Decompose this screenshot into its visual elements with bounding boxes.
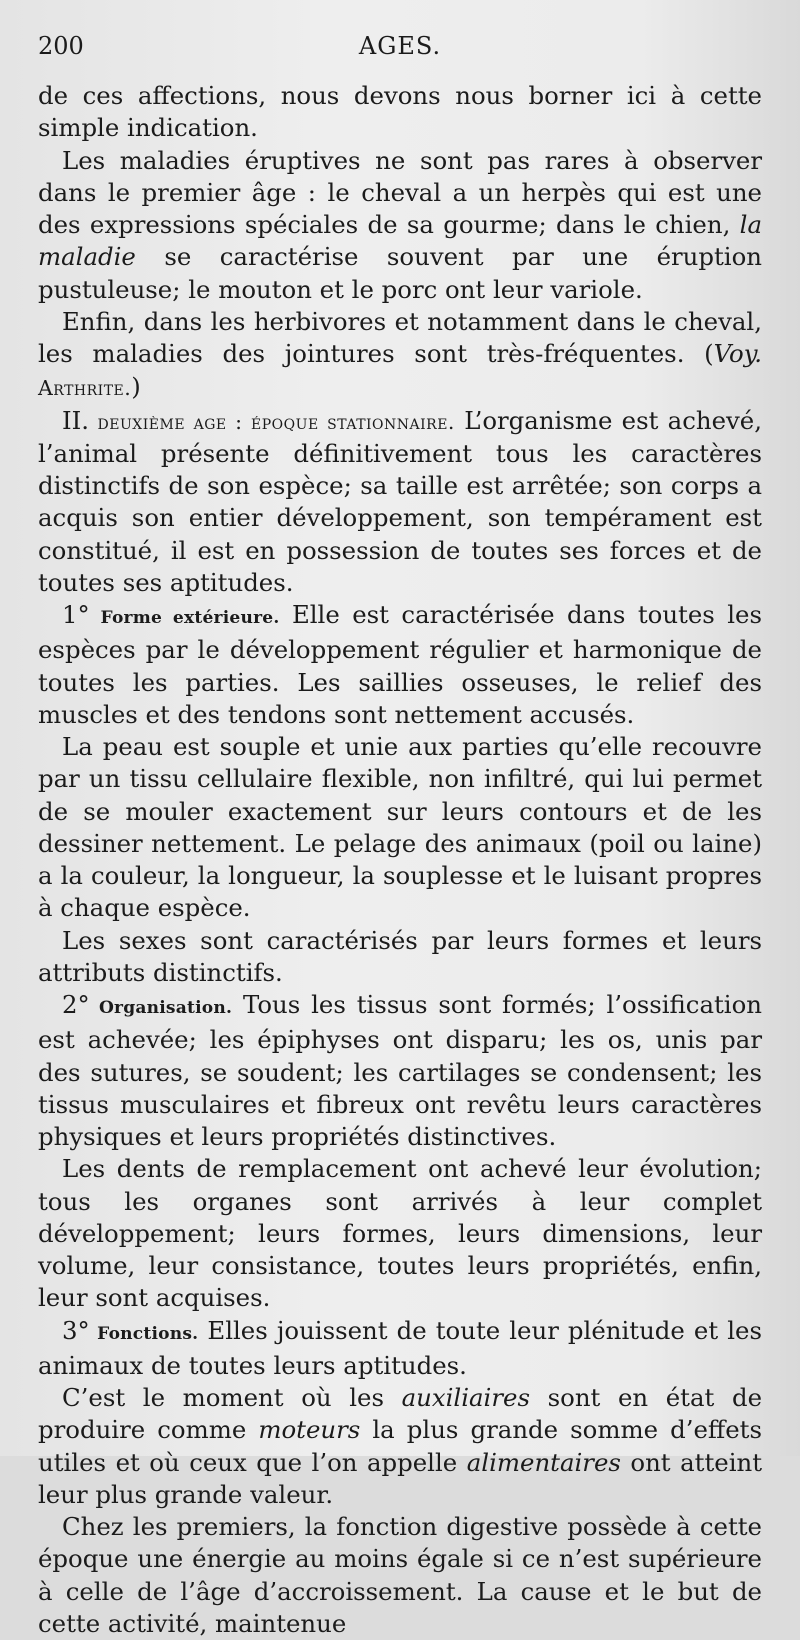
subsection-number: 2° xyxy=(62,990,90,1019)
paragraph: de ces affections, nous devons nous borner ici à cette simple indication. xyxy=(38,81,762,143)
page-number: 200 xyxy=(38,32,84,60)
subsection-paragraph: 1° Forme extérieure. Elle est caractérisée dans toutes les espèces par le développement régulier et harmonique de toutes les parties. Les saillies osseuses, le relief des muscles et des tendons sont nettement accusés. xyxy=(38,600,762,729)
subsection-number: 1° xyxy=(62,600,90,629)
body-text xyxy=(38,80,762,1640)
running-head: AGES. xyxy=(358,32,442,60)
subsection-title: Organisation. xyxy=(89,998,233,1018)
paragraph: Enfin, dans les herbivores et notamment dans le cheval, les maladies des jointures sont très-fréquentes. (Voy. Arthrite.) xyxy=(38,306,762,402)
section-title: deuxième age : époque stationnaire. xyxy=(89,409,455,434)
subsection-paragraph: 3° Fonctions. Elles jouissent de toute leur plénitude et les animaux de toutes leurs aptitudes. xyxy=(38,1315,762,1380)
paragraph: Les sexes sont caractérisés par leurs formes et leurs attributs distinctifs. xyxy=(38,925,762,987)
section-number: II. xyxy=(62,405,90,435)
paragraph: C’est le moment où les auxiliaires sont en état de produire comme moteurs la plus grande somme d’effets utiles et où ceux que l’on appelle alimentaires ont atteint leur plus grande valeur. xyxy=(38,1383,763,1509)
paragraph: Chez les premiers, la fonction digestive possède à cette époque une énergie au moins égale si ce n’est supérieure à celle de l’âge d’accroissement. La cause et le but de cette activité, maintenue xyxy=(38,1512,762,1638)
paragraph: La peau est souple et unie aux parties qu’elle recouvre par un tissu cellulaire flexible, non infiltré, qui lui permet de se mouler exactement sur leurs contours et de les dessiner nettement. Le pelage des animaux (poil ou laine) a la couleur, la longueur, la souplesse et le luisant propres à chaque espèce. xyxy=(38,732,762,923)
subsection-title: Forme extérieure. xyxy=(89,608,280,628)
section-heading-paragraph: II. deuxième age : époque stationnaire. L’organisme est achevé, l’animal présente définitivement tous les caractères distinctifs de son espèce; sa taille est arrêtée; son corps a acquis son entier développement, son tempérament est constitué, il est en possession de toutes ses forces et de toutes ses aptitudes. xyxy=(38,405,762,597)
subsection-number: 3° xyxy=(62,1315,90,1345)
subsection-title: Fonctions. xyxy=(89,1323,199,1344)
subsection-paragraph: 2° Organisation. Tous les tissus sont formés; l’ossification est achevée; les épiphyses ont disparu; les os, unis par des sutures, se soudent; les cartilages se condensent; les tissus musculaires et fibreux ont revêtu leurs caractères physiques et leurs propriétés distinctives. xyxy=(38,990,762,1151)
paragraph: Les maladies éruptives ne sont pas rares à observer dans le premier âge : le cheval a un herpès qui est une des expressions spéciales de sa gourme; dans le chien, la maladie se caractérise souvent par une éruption pustuleuse; le mouton et le porc ont leur variole. xyxy=(38,145,762,304)
page-header xyxy=(38,32,762,62)
paragraph: Les dents de remplacement ont achevé leur évolution; tous les organes sont arrivés à leur complet développement; leurs formes, leurs dimensions, leur volume, leur consistance, toutes leurs propriétés, enfin, leur sont acquises. xyxy=(38,1154,762,1313)
